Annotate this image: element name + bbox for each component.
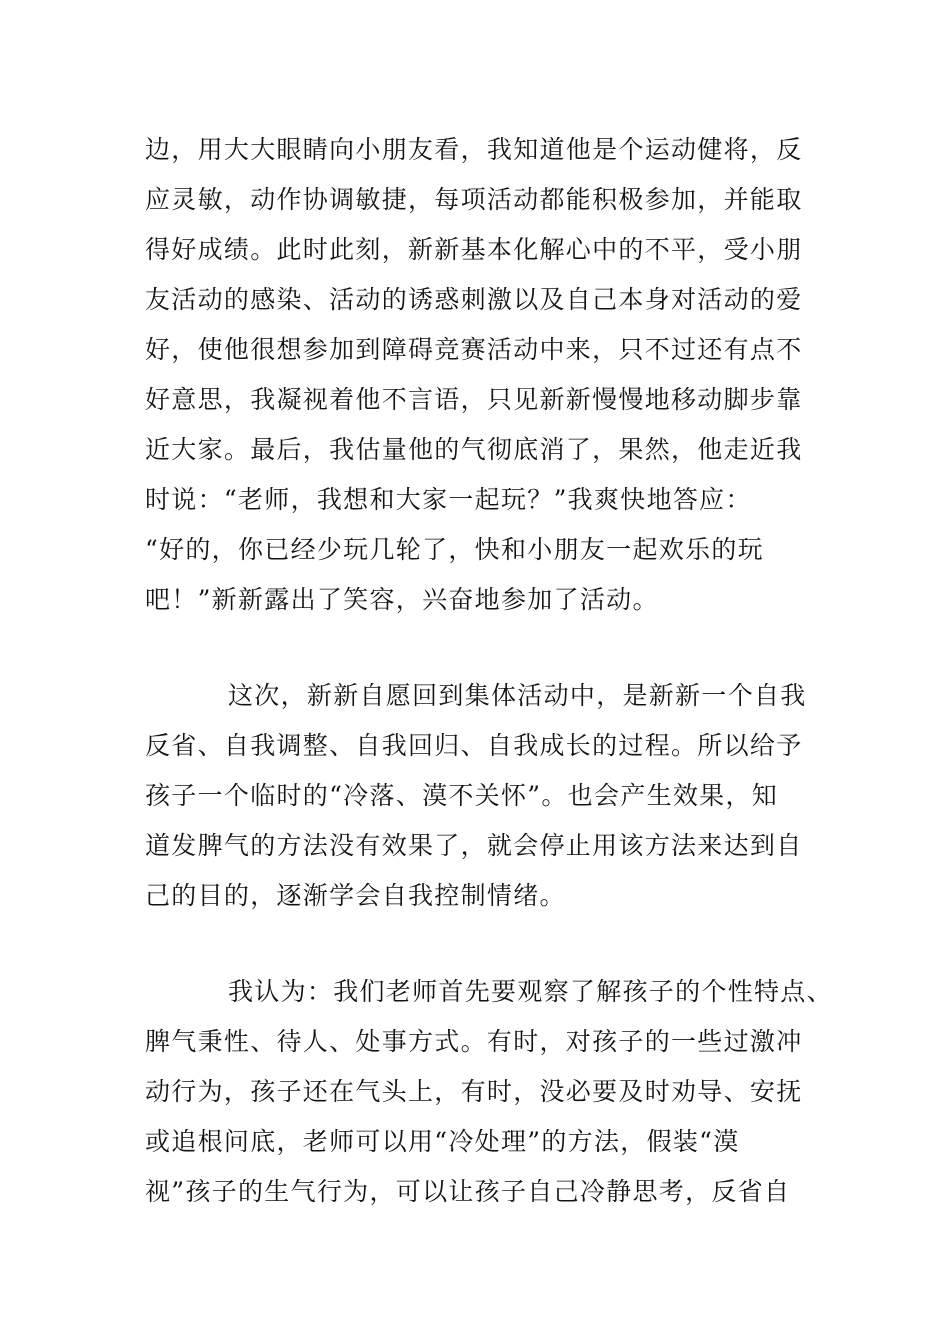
paragraph-1-line-3: 得好成绩。此时此刻，新新基本化解心中的不平，受小朋 bbox=[145, 235, 803, 264]
paragraph-1-line-10: 吧！”新新露出了笑容，兴奋地参加了活动。 bbox=[145, 585, 659, 614]
paragraph-1-line-4: 友活动的感染、活动的诱惑刺激以及自己本身对活动的爱 bbox=[145, 285, 803, 314]
paragraph-1-line-8: 时说：“老师，我想和大家一起玩？”我爽快地答应： bbox=[145, 485, 752, 514]
paragraph-3-line-3: 动行为，孩子还在气头上，有时，没必要及时劝导、安抚 bbox=[145, 1077, 803, 1106]
paragraph-2-line-2: 反省、自我调整、自我回归、自我成长的过程。所以给予 bbox=[145, 731, 803, 760]
paragraph-3-line-5: 视”孩子的生气行为，可以让孩子自己冷静思考，反省自 bbox=[145, 1177, 791, 1206]
paragraph-1-line-5: 好，使他很想参加到障碍竞赛活动中来，只不过还有点不 bbox=[145, 335, 803, 364]
paragraph-1-line-7: 近大家。最后，我估量他的气彻底消了，果然，他走近我 bbox=[145, 435, 803, 464]
paragraph-3-line-4: 或追根问底，老师可以用“冷处理”的方法，假装“漠 bbox=[145, 1127, 740, 1156]
paragraph-2-line-4: 道发脾气的方法没有效果了，就会停止用该方法来达到自 bbox=[145, 831, 803, 860]
paragraph-2-line-1: 这次，新新自愿回到集体活动中，是新新一个自我 bbox=[228, 681, 807, 710]
paragraph-1-line-6: 好意思，我凝视着他不言语，只见新新慢慢地移动脚步靠 bbox=[145, 385, 803, 414]
paragraph-1-line-9: “好的，你已经少玩几轮了，快和小朋友一起欢乐的玩 bbox=[145, 535, 764, 564]
paragraph-2-line-5: 己的目的，逐渐学会自我控制情绪。 bbox=[145, 881, 566, 910]
paragraph-3-line-2: 脾气秉性、待人、处事方式。有时，对孩子的一些过激冲 bbox=[145, 1027, 803, 1056]
paragraph-2-line-3: 孩子一个临时的“冷落、漠不关怀”。也会产生效果，知 bbox=[145, 781, 779, 810]
paragraph-1-line-1: 边，用大大眼睛向小朋友看，我知道他是个运动健将，反 bbox=[145, 135, 803, 164]
paragraph-1-line-2: 应灵敏，动作协调敏捷，每项活动都能积极参加，并能取 bbox=[145, 185, 803, 214]
paragraph-3-line-1: 我认为：我们老师首先要观察了解孩子的个性特点、 bbox=[228, 977, 833, 1006]
